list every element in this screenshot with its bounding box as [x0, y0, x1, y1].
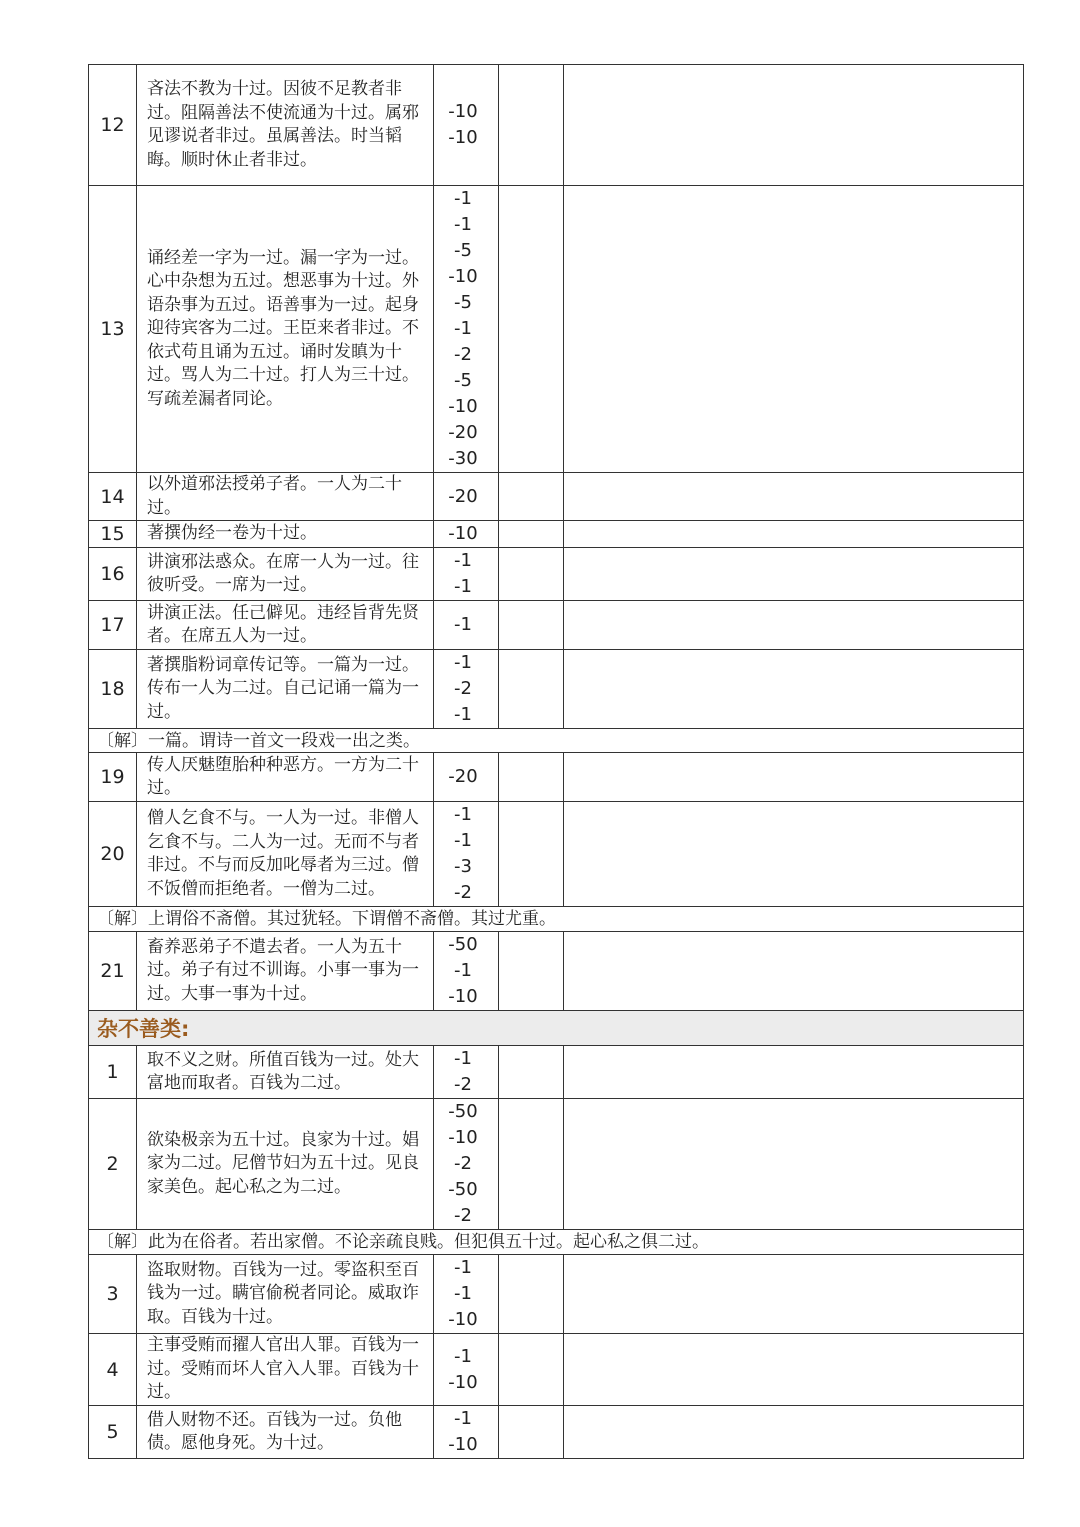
table-row [89, 1046, 1024, 1099]
item-number: 16 [89, 548, 137, 601]
point-value: -1 [454, 1257, 472, 1278]
point-value: -1 [454, 704, 472, 725]
point-value: -5 [454, 370, 472, 391]
point-value: -1 [454, 804, 472, 825]
item-points [434, 932, 499, 1011]
point-value: -10 [448, 101, 478, 122]
blank-cell [499, 1406, 564, 1459]
blank-cell [564, 932, 1024, 1011]
merit-demerit-table [88, 64, 1024, 1459]
note-text: 〔解〕一篇。谓诗一首文一段戏一出之类。 [89, 729, 1024, 753]
point-value: -1 [454, 1283, 472, 1304]
point-value: -2 [454, 882, 472, 903]
point-value: -20 [448, 485, 478, 507]
item-text: 取不义之财。所值百钱为一过。处大富地而取者。百钱为二过。 [137, 1046, 434, 1099]
table-row [89, 521, 1024, 548]
point-value: -2 [454, 344, 472, 365]
note-row [89, 907, 1024, 932]
item-text: 诵经差一字为一过。漏一字为一过。心中杂想为五过。想恶事为十过。外语杂事为五过。语善事为一过。起身迎待宾客为二过。王臣来者非过。不依式苟且诵为五过。诵时发瞋为十过。骂人为二十过。打人为三十过。写疏差漏者同论。 [137, 186, 434, 473]
item-points [434, 473, 499, 521]
point-value: -1 [454, 830, 472, 851]
point-value: -30 [448, 448, 478, 469]
item-text: 僧人乞食不与。一人为一过。非僧人乞食不与。二人为一过。无而不与者非过。不与而反加叱辱者为三过。僧不饭僧而拒绝者。一僧为二过。 [137, 802, 434, 907]
blank-cell [499, 521, 564, 548]
point-value: -50 [448, 1101, 478, 1122]
point-value: -2 [454, 1205, 472, 1226]
blank-cell [499, 473, 564, 521]
blank-cell [564, 1255, 1024, 1334]
blank-cell [564, 753, 1024, 802]
table-row [89, 65, 1024, 186]
blank-cell [564, 802, 1024, 907]
point-value: -1 [454, 214, 472, 235]
point-value: -1 [454, 318, 472, 339]
blank-cell [499, 1099, 564, 1230]
blank-cell [499, 65, 564, 186]
point-value: -1 [454, 576, 472, 597]
item-number: 3 [89, 1255, 137, 1334]
blank-cell [564, 1099, 1024, 1230]
point-value: -50 [448, 1179, 478, 1200]
point-value: -10 [448, 523, 478, 544]
blank-cell [564, 548, 1024, 601]
blank-cell [499, 601, 564, 650]
point-value: -1 [454, 652, 472, 673]
table-row [89, 1255, 1024, 1334]
section-header-row [89, 1011, 1024, 1046]
item-text: 借人财物不还。百钱为一过。负他债。愿他身死。为十过。 [137, 1406, 434, 1459]
table-row [89, 186, 1024, 473]
item-points [434, 1406, 499, 1459]
item-points [434, 548, 499, 601]
note-text: 〔解〕上谓俗不斋僧。其过犹轻。下谓僧不斋僧。其过尤重。 [89, 907, 1024, 932]
table-row [89, 548, 1024, 601]
item-points [434, 802, 499, 907]
blank-cell [564, 521, 1024, 548]
item-points [434, 1255, 499, 1334]
blank-cell [499, 548, 564, 601]
point-value: -10 [448, 1127, 478, 1148]
table-row [89, 650, 1024, 729]
item-number: 14 [89, 473, 137, 521]
note-text: 〔解〕此为在俗者。若出家僧。不论亲疏良贱。但犯俱五十过。起心私之俱二过。 [89, 1230, 1024, 1255]
blank-cell [499, 650, 564, 729]
item-points [434, 1099, 499, 1230]
point-value: -5 [454, 240, 472, 261]
item-number: 13 [89, 186, 137, 473]
item-number: 17 [89, 601, 137, 650]
item-number: 5 [89, 1406, 137, 1459]
point-value: -50 [448, 934, 478, 955]
item-number: 4 [89, 1334, 137, 1406]
point-value: -1 [454, 1408, 472, 1429]
blank-cell [499, 1046, 564, 1099]
point-value: -1 [454, 1345, 472, 1367]
item-number: 21 [89, 932, 137, 1011]
blank-cell [499, 932, 564, 1011]
section-title: 杂不善类: [89, 1011, 1024, 1046]
point-value: -1 [454, 550, 472, 571]
item-number: 2 [89, 1099, 137, 1230]
item-points [434, 65, 499, 186]
table-row [89, 932, 1024, 1011]
point-value: -20 [448, 422, 478, 443]
item-text: 吝法不教为十过。因彼不足教者非过。阻隔善法不使流通为十过。属邪见谬说者非过。虽属善法。时当韬晦。顺时休止者非过。 [137, 65, 434, 186]
item-text: 盗取财物。百钱为一过。零盗积至百钱为一过。瞒官偷税者同论。威取诈取。百钱为十过。 [137, 1255, 434, 1334]
table-row [89, 601, 1024, 650]
blank-cell [564, 601, 1024, 650]
blank-cell [499, 186, 564, 473]
point-value: -10 [448, 1434, 478, 1455]
point-value: -10 [448, 986, 478, 1007]
point-value: -20 [448, 766, 478, 787]
note-row [89, 729, 1024, 753]
item-text: 欲染极亲为五十过。良家为十过。娼家为二过。尼僧节妇为五十过。见良家美色。起心私之为二过。 [137, 1099, 434, 1230]
point-value: -10 [448, 1309, 478, 1330]
point-value: -1 [454, 188, 472, 209]
item-points [434, 1334, 499, 1406]
point-value: -2 [454, 1074, 472, 1095]
item-text: 著撰伪经一卷为十过。 [137, 521, 434, 548]
table-row [89, 802, 1024, 907]
point-value: -1 [454, 1048, 472, 1069]
point-value: -10 [448, 127, 478, 148]
blank-cell [499, 1334, 564, 1406]
note-row [89, 1230, 1024, 1255]
item-text: 传人厌魅堕胎种种恶方。一方为二十过。 [137, 753, 434, 802]
item-number: 15 [89, 521, 137, 548]
point-value: -1 [454, 614, 472, 635]
point-value: -10 [448, 396, 478, 417]
blank-cell [499, 753, 564, 802]
item-text: 主事受贿而擢人官出人罪。百钱为一过。受贿而坏人官入人罪。百钱为十过。 [137, 1334, 434, 1406]
table-row [89, 753, 1024, 802]
item-text: 畜养恶弟子不遣去者。一人为五十过。弟子有过不训诲。小事一事为一过。大事一事为十过。 [137, 932, 434, 1011]
item-points [434, 186, 499, 473]
blank-cell [499, 802, 564, 907]
item-text: 著撰脂粉词章传记等。一篇为一过。传布一人为二过。自己记诵一篇为一过。 [137, 650, 434, 729]
item-points [434, 650, 499, 729]
table-row [89, 1406, 1024, 1459]
table-row [89, 1099, 1024, 1230]
blank-cell [564, 473, 1024, 521]
point-value: -10 [448, 266, 478, 287]
item-points [434, 1046, 499, 1099]
blank-cell [564, 186, 1024, 473]
item-points [434, 753, 499, 802]
blank-cell [564, 1046, 1024, 1099]
item-number: 1 [89, 1046, 137, 1099]
table-row [89, 1334, 1024, 1406]
blank-cell [564, 650, 1024, 729]
item-number: 18 [89, 650, 137, 729]
item-number: 20 [89, 802, 137, 907]
point-value: -5 [454, 292, 472, 313]
item-points [434, 601, 499, 650]
item-text: 讲演邪法惑众。在席一人为一过。往彼听受。一席为一过。 [137, 548, 434, 601]
table-row [89, 473, 1024, 521]
item-points [434, 521, 499, 548]
item-text: 讲演正法。任己僻见。违经旨背先贤者。在席五人为一过。 [137, 601, 434, 650]
point-value: -2 [454, 1153, 472, 1174]
point-value: -3 [454, 856, 472, 877]
item-text: 以外道邪法授弟子者。一人为二十过。 [137, 473, 434, 521]
point-value: -10 [448, 1371, 478, 1393]
point-value: -1 [454, 960, 472, 981]
blank-cell [564, 1406, 1024, 1459]
blank-cell [564, 65, 1024, 186]
item-number: 19 [89, 753, 137, 802]
blank-cell [564, 1334, 1024, 1406]
blank-cell [499, 1255, 564, 1334]
point-value: -2 [454, 678, 472, 699]
item-number: 12 [89, 65, 137, 186]
